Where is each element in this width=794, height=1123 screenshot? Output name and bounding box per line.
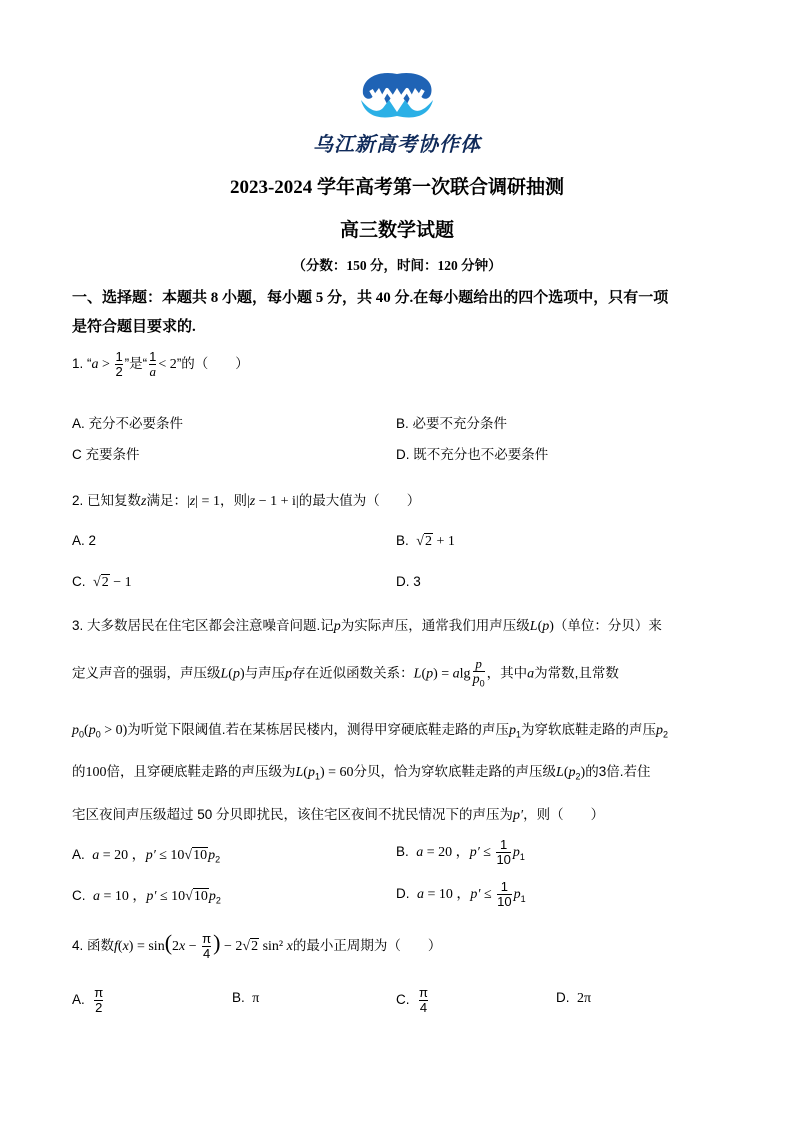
q4-option-b[interactable]: B. π: [232, 990, 260, 1006]
q3-option-d[interactable]: D. a = 10 ，p′ ≤ $\frac{1}{10}$ $p_1$: [396, 879, 526, 909]
q1-option-d[interactable]: D. 既不充分也不必要条件: [396, 447, 549, 462]
q3-line-5: 宅区夜间声压级超过 50 分贝即扰民，该住宅区夜间不扰民情况下的声压为p′，则（ ）: [72, 807, 605, 823]
q2-option-c[interactable]: C. √2 − 1: [72, 574, 132, 590]
brand-name: 乌江新高考协作体: [313, 132, 481, 156]
exam-subject: 高三数学试题: [339, 220, 454, 241]
q3-line-2: 定义声音的强弱，声压级L(p)与声压p存在近似函数关系：L(p) = alg $\frac{p}{p_0}$ ，其中a为常数,且常数: [72, 656, 619, 689]
exam-title: 2023-2024 学年高考第一次联合调研抽测: [229, 177, 565, 198]
section-line-2: 是符合题目要求的.: [72, 319, 196, 335]
section-line-1: 一、选择题：本题共 8 小题，每小题 5 分，共 40 分.在每小题给出的四个选项中，只有一项: [72, 290, 669, 306]
q1-option-c[interactable]: C 充要条件: [72, 447, 140, 462]
q2-option-d[interactable]: D. 3: [396, 574, 421, 589]
q3-option-a[interactable]: A. a = 20 ，$p' \le 10√10p_2$: [72, 847, 221, 865]
q3-line-3: $p_0(p_0 > 0)$为听觉下限阈值.若在某栋居民楼内，测得甲穿硬底鞋走路的声压$p_1$为穿软底鞋走路的声压$p_2$: [72, 722, 669, 740]
q4-option-a[interactable]: A. $\frac{\pi}{2}$: [72, 985, 104, 1015]
q2-option-b[interactable]: B. √2 + 1: [396, 533, 455, 549]
q2-option-a[interactable]: A. 2: [72, 533, 97, 548]
q1-option-a[interactable]: A. 充分不必要条件: [72, 416, 184, 431]
q3-line-4: 的100倍，且穿硬底鞋走路的声压级为$L(p_1) = 60$分贝，恰为穿软底鞋走路的声压级$L(p_2)$的3倍.若住: [72, 764, 651, 782]
logo-icon: [357, 70, 437, 118]
q3-line-1: 3. 大多数居民在住宅区都会注意噪音问题.记p为实际声压，通常我们用声压级L(p)（单位：分贝）来: [72, 618, 662, 634]
exam-info: （分数：150 分，时间：120 分钟）: [292, 258, 502, 273]
section-heading: [72, 284, 732, 342]
q3-option-c[interactable]: C. a = 10 ，$p' \le 10√10p_2$: [72, 888, 221, 906]
q1-option-b[interactable]: B. 必要不充分条件: [396, 416, 508, 431]
q4-option-c[interactable]: C. $\frac{\pi}{4}$: [396, 985, 428, 1015]
q4-stem: 4. 函数f(x) = sin(2x − $\frac{\pi}{4}$ ) − 2√2 sin² x的最小正周期为（ ）: [72, 930, 442, 961]
q1-stem: 1. “a > $\frac{1}{2}$ ”是“ $\frac{1}{a}$ < 2”的（ ）: [72, 349, 249, 379]
q4-option-d[interactable]: D. 2π: [556, 990, 592, 1006]
q2-stem: 2. 已知复数z满足：|z| = 1，则|z − 1 + i|的最大值为（ ）: [72, 493, 421, 509]
q3-option-b[interactable]: B. a = 20 ，p′ ≤ $\frac{1}{10}$ $p_1$: [396, 837, 525, 867]
